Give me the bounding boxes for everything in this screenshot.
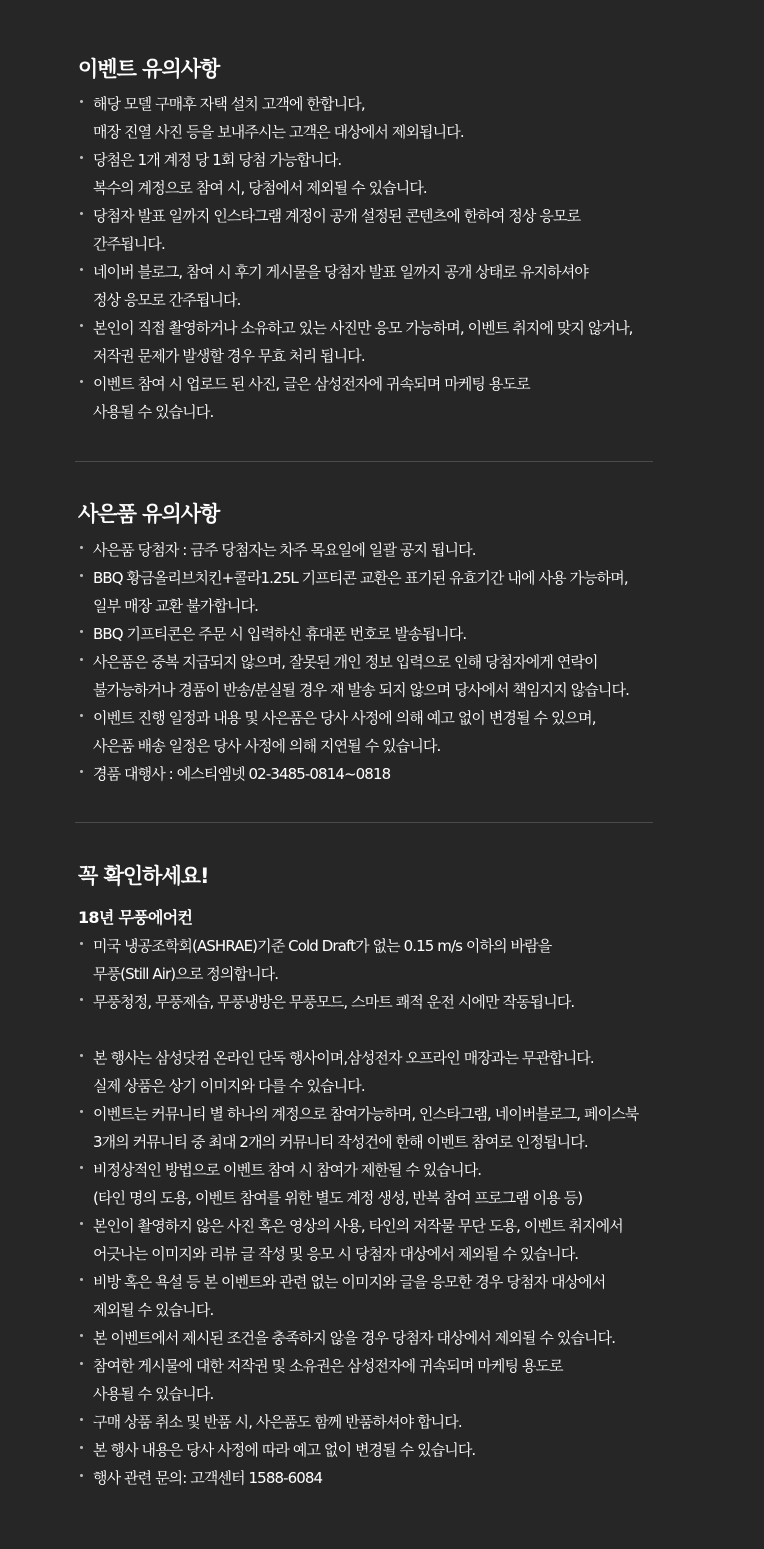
list-item (78, 704, 738, 760)
list-item-text: 사은품 당첨자 : 금주 당첨자는 차주 목요일에 일괄 공지 됩니다. (93, 541, 476, 559)
section-divider (75, 461, 653, 462)
list-item-text: 매장 진열 사진 등을 보내주시는 고객은 대상에서 제외됩니다. (93, 123, 464, 141)
list-item (78, 1268, 738, 1324)
list-item-text: (타인 명의 도용, 이벤트 참여를 위한 별도 계정 생성, 반복 참여 프로그램 이용 등) (93, 1189, 583, 1207)
list-item (78, 536, 738, 564)
list-item-text: BBQ 황금올리브치킨+콜라1.25L 기프티콘 교환은 표기된 유효기간 내에 사용 가능하며, (93, 569, 628, 587)
list-item-text: 행사 관련 문의: 고객센터 1588-6084 (93, 1469, 323, 1487)
gift-notice-list (78, 536, 738, 788)
list-item-text: 사용될 수 있습니다. (93, 403, 214, 421)
list-item (78, 760, 738, 788)
list-item (78, 1352, 738, 1408)
list-item (78, 202, 738, 258)
list-item-text: 정상 응모로 간주됩니다. (93, 291, 241, 309)
list-item-text: 간주됩니다. (93, 235, 165, 253)
list-item-text: 복수의 계정으로 참여 시, 당첨에서 제외될 수 있습니다. (93, 179, 427, 197)
list-item (78, 146, 738, 202)
list-item (78, 1044, 738, 1100)
list-item-text: 사은품 배송 일정은 당사 사정에 의해 지연될 수 있습니다. (93, 737, 441, 755)
list-item (78, 90, 738, 146)
list-item-text: 무풍청정, 무풍제습, 무풍냉방은 무풍모드, 스마트 쾌적 운전 시에만 작동됩니다. (93, 993, 575, 1011)
list-item-text: 일부 매장 교환 불가합니다. (93, 597, 258, 615)
list-item-text: 이벤트는 커뮤니티 별 하나의 계정으로 참여가능하며, 인스타그램, 네이버블로그, 페이스북 (93, 1105, 639, 1123)
list-item-text: 비정상적인 방법으로 이벤트 참여 시 참여가 제한될 수 있습니다. (93, 1161, 482, 1179)
list-item-text: 본 행사 내용은 당사 사정에 따라 예고 없이 변경될 수 있습니다. (93, 1441, 476, 1459)
list-item-text: 해당 모델 구매후 자택 설치 고객에 한합니다, (93, 95, 365, 113)
list-item-text: 비방 혹은 욕설 등 본 이벤트와 관련 없는 이미지와 글을 응모한 경우 당첨자 대상에서 (93, 1273, 606, 1291)
list-item-text: 본인이 직접 촬영하거나 소유하고 있는 사진만 응모 가능하며, 이벤트 취지에 맞지 않거나, (93, 319, 633, 337)
event-notice-list (78, 90, 738, 426)
list-item-text: 본 이벤트에서 제시된 조건을 충족하지 않을 경우 당첨자 대상에서 제외될 수 있습니다. (93, 1329, 616, 1347)
list-item-text: 구매 상품 취소 및 반품 시, 사은품도 함께 반품하셔야 합니다. (93, 1413, 462, 1431)
must-check-subtitle: 18년 무풍에어컨 (78, 908, 193, 927)
list-item-text: 실제 상품은 상기 이미지와 다를 수 있습니다. (93, 1077, 365, 1095)
gift-notice-title: 사은품 유의사항 (78, 502, 220, 526)
list-item-text: 무풍(Still Air)으로 정의합니다. (93, 965, 279, 983)
list-item (78, 1212, 738, 1268)
list-item-text: 본인이 촬영하지 않은 사진 혹은 영상의 사용, 타인의 저작물 무단 도용, 이벤트 취지에서 (93, 1217, 623, 1235)
list-item-text: 참여한 게시물에 대한 저작권 및 소유권은 삼성전자에 귀속되며 마케팅 용도로 (93, 1357, 563, 1375)
list-item-text: 저작권 문제가 발생할 경우 무효 처리 됩니다. (93, 347, 365, 365)
list-item-text: 당첨자 발표 일까지 인스타그램 계정이 공개 설정된 콘텐츠에 한하여 정상 응모로 (93, 207, 581, 225)
list-item (78, 988, 738, 1016)
list-item (78, 1100, 738, 1156)
list-item-text: 불가능하거나 경품이 반송/분실될 경우 재 발송 되지 않으며 당사에서 책임지지 않습니다. (93, 681, 629, 699)
list-item (78, 1324, 738, 1352)
list-item-text: 3개의 커뮤니티 중 최대 2개의 커뮤니티 작성건에 한해 이벤트 참여로 인정됩니다. (93, 1133, 588, 1151)
must-check-list (78, 932, 738, 1492)
list-item-text: 이벤트 진행 일정과 내용 및 사은품은 당사 사정에 의해 예고 없이 변경될 수 있으며, (93, 709, 596, 727)
list-item-text: 당첨은 1개 계정 당 1회 당첨 가능합니다. (93, 151, 342, 169)
list-item (78, 370, 738, 426)
list-item (78, 1436, 738, 1464)
list-item-text: 미국 냉공조학회(ASHRAE)기준 Cold Draft가 없는 0.15 m/s 이하의 바람을 (93, 937, 552, 955)
list-item-text: 제외될 수 있습니다. (93, 1301, 214, 1319)
event-notice-title: 이벤트 유의사항 (78, 57, 220, 81)
list-item-text: 이벤트 참여 시 업로드 된 사진, 글은 삼성전자에 귀속되며 마케팅 용도로 (93, 375, 530, 393)
list-item (78, 932, 738, 988)
list-item (78, 1464, 738, 1492)
list-item (78, 258, 738, 314)
section-divider (75, 822, 653, 823)
list-item (78, 1156, 738, 1212)
list-item-text: 사은품은 중복 지급되지 않으며, 잘못된 개인 정보 입력으로 인해 당첨자에게 연락이 (93, 653, 598, 671)
list-item (78, 314, 738, 370)
list-item-text: 어긋나는 이미지와 리뷰 글 작성 및 응모 시 당첨자 대상에서 제외될 수 있습니다. (93, 1245, 579, 1263)
must-check-title: 꼭 확인하세요! (78, 864, 209, 888)
list-item-text: 사용될 수 있습니다. (93, 1385, 214, 1403)
list-item (78, 620, 738, 648)
list-item-text: 본 행사는 삼성닷컴 온라인 단독 행사이며,삼성전자 오프라인 매장과는 무관합니다. (93, 1049, 594, 1067)
list-item-text: BBQ 기프티콘은 주문 시 입력하신 휴대폰 번호로 발송됩니다. (93, 625, 467, 643)
list-item (78, 1408, 738, 1436)
list-item-text: 경품 대행사 : 에스티엠넷 02-3485-0814~0818 (93, 765, 391, 783)
list-item-text: 네이버 블로그, 참여 시 후기 게시물을 당첨자 발표 일까지 공개 상태로 유지하셔야 (93, 263, 588, 281)
list-item (78, 564, 738, 620)
list-item (78, 648, 738, 704)
